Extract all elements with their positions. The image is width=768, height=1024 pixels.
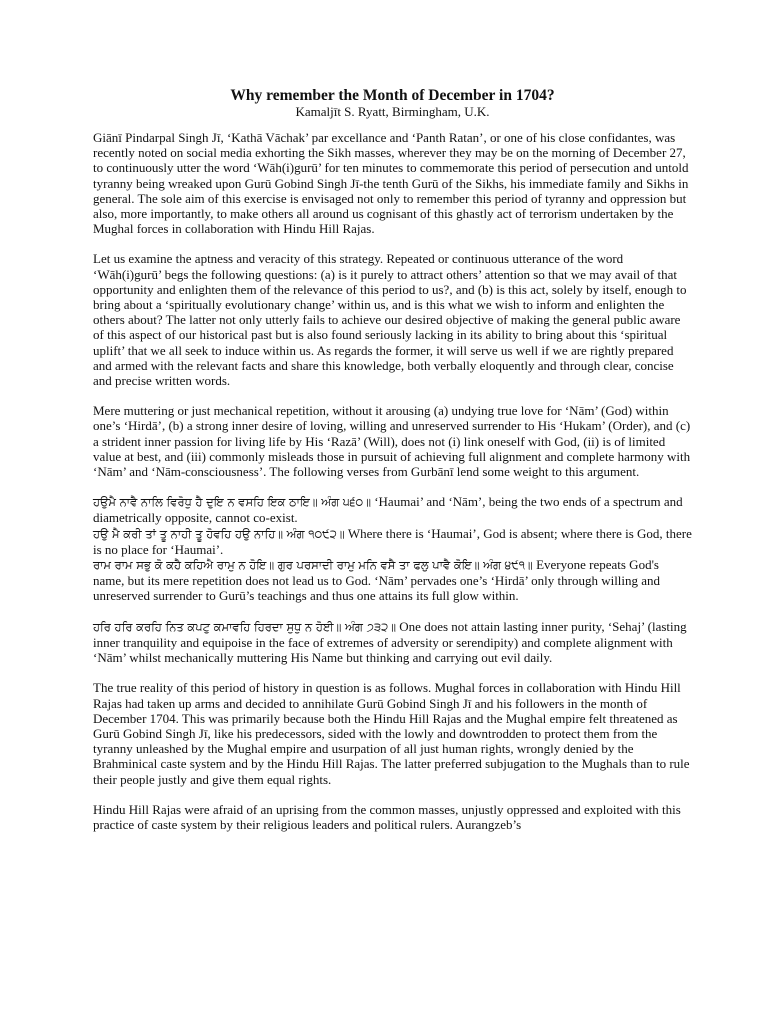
paragraph-intro: Giānī Pindarpal Singh Jī, ‘Kathā Vāchak’ par excellance and ‘Panth Ratan’, or one of his close confidantes, was recently noted on social media exhorting the Sikh masses, wherever they may be on the morning of December 27, to continuously utter the word ‘Wāh(i)gurū’ for ten minutes to commemorate this period of persecution and untold tyranny being wreaked upon Gurū Gobind Singh Jī-the tenth Gurū of the Sikhs, his immediate family and Sikhs in general. The sole aim of this exercise is envisaged not only to remember this period of tyranny and oppression but also, more importantly, to make others all around us cognisant of this ghastly act of terrorism undertaken by the Mughal forces in collaboration with Hindu Hill Rajas. [93,130,689,237]
paragraph-muttering: Mere muttering or just mechanical repetition, without it arousing (a) undying true love for ‘Nām’ (God) within one’s ‘Hirdā’, (b) a strong inner desire of loving, willing and unreserved surrender to His ‘Hukam’ (Order), and (c) a strident inner passion for living life by His ‘Razā’ (Will), does not (i) link oneself with God, (ii) is of limited value at best, and (iii) commonly misleads those in pursuit of achieving full alignment and complete harmony with ‘Nām’ and ‘Nām-consciousness’. The following verses from Gurbānī lend some weight to this argument. [93,403,691,480]
verse-explanation: Everyone repeats God's name, but its mere repetition does not lead us to God. ‘Nām’ pervades one’s ‘Hirdā’ only through willing and unreserved surrender to Gurū’s teachings and thus one attains its full glow within. [93,557,661,604]
gurmukhi-verse: ਹਉਮੈ ਨਾਵੈ ਨਾਲਿ ਵਿਰੋਧੁ ਹੈ ਦੁਇ ਨ ਵਸਹਿ ਇਕ ਠਾਇ॥ ਅੰਗ ੫੬੦॥ [93,495,371,510]
document-author: Kamaljīt S. Ryatt, Birmingham, U.K. [295,104,490,119]
paragraph-hill-rajas: Hindu Hill Rajas were afraid of an uprising from the common masses, unjustly oppressed and exploited with this practice of caste system by their religious leaders and political rulers. Aurangzeb’s [93,801,681,832]
paragraph-history: The true reality of this period of history in question is as follows. Mughal forces in collaboration with Hindu Hill Rajas had taken up arms and decided to annihilate Gurū Gobind Singh Jī and his followers in the month of December 1704. This was primarily because both the Hindu Hill Rajas and the Mughal empire felt threatened as Gurū Gobind Singh Jī, like his predecessors, sided with the lowly and downtrodden to protect them from the tyranny unleashed by the Mughal empire and usurpation of all just human rights, wrongly denied by the Brahminical caste system and by the Hindu Hill Rajas. The latter preferred subjugation to the Mughals than to rule their people justly and give them equal rights. [93,680,690,787]
gurmukhi-verse: ਹਉ ਮੈ ਕਰੀ ਤਾਂ ਤੂ ਨਾਹੀ ਤੂ ਹੋਵਹਿ ਹਉ ਨਾਹਿ॥ ਅੰਗ ੧੦੯੨॥ [93,526,345,541]
gurmukhi-verse: ਰਾਮ ਰਾਮ ਸਭੁ ਕੋ ਕਹੈ ਕਹਿਐ ਰਾਮੁ ਨ ਹੋਇ॥ ਗੁਰ ਪਰਸਾਦੀ ਰਾਮੁ ਮਨਿ ਵਸੈ ਤਾ ਫਲੁ ਪਾਵੈ ਕੋਇ॥ ਅੰਗ ੪੯੧॥ [93,558,533,573]
verse-ram-ram [93,557,692,604]
verse-explanation: Where there is ‘Haumai’, God is absent; where there is God, there is no place for ‘Haumai’. [93,525,692,557]
verse-block [93,494,692,603]
verse-explanation: ‘Haumai’ and ‘Nām’, being the two ends of a spectrum and diametrically opposite, cannot co-exist. [93,494,683,526]
gurmukhi-verse: ਹਰਿ ਹਰਿ ਕਰਹਿ ਨਿਤ ਕਪਟੁ ਕਮਾਵਹਿ ਹਿਰਦਾ ਸੁਧੁ ਨ ਹੋਈ॥ ਅੰਗ ੭੩੨॥ [93,619,397,634]
verse-hau-mai [93,526,692,557]
verse-hari-hari [93,619,692,666]
verse-explanation: One does not attain lasting inner purity, ‘Sehaj’ (lasting inner tranquility and equipoise in the face of extremes of adversity or serendipity) and complete alignment with ‘Nām’ whilst mechanically muttering His Name but thinking and carrying out evil daily. [93,618,687,666]
verse-haumai-naam [93,494,692,525]
document-title: Why remember the Month of December in 1704? [230,87,555,104]
paragraph-strategy: Let us examine the aptness and veracity of this strategy. Repeated or continuous utterance of the word ‘Wāh(i)gurū’ begs the following questions: (a) is it purely to attract others’ attention so that we may avail of that opportunity and enlighten them of the relevance of this period to us?, and (b) is this act, solely by itself, enough to bring about a ‘spiritually evolutionary change’ within us, and is this what we wish to inform and enlighten the others about? The latter not only utterly fails to achieve our desired objective of making the general public aware of this aspect of our historical past but is also found seriously lacking in its ability to bring about this ‘spiritual uplift’ that we all seek to induce within us. As regards the former, it will serve us well if we are rightly prepared and armed with the relevant facts and share this knowledge, both verbally eloquently and through clear, concise and precise written words. [93,251,687,389]
